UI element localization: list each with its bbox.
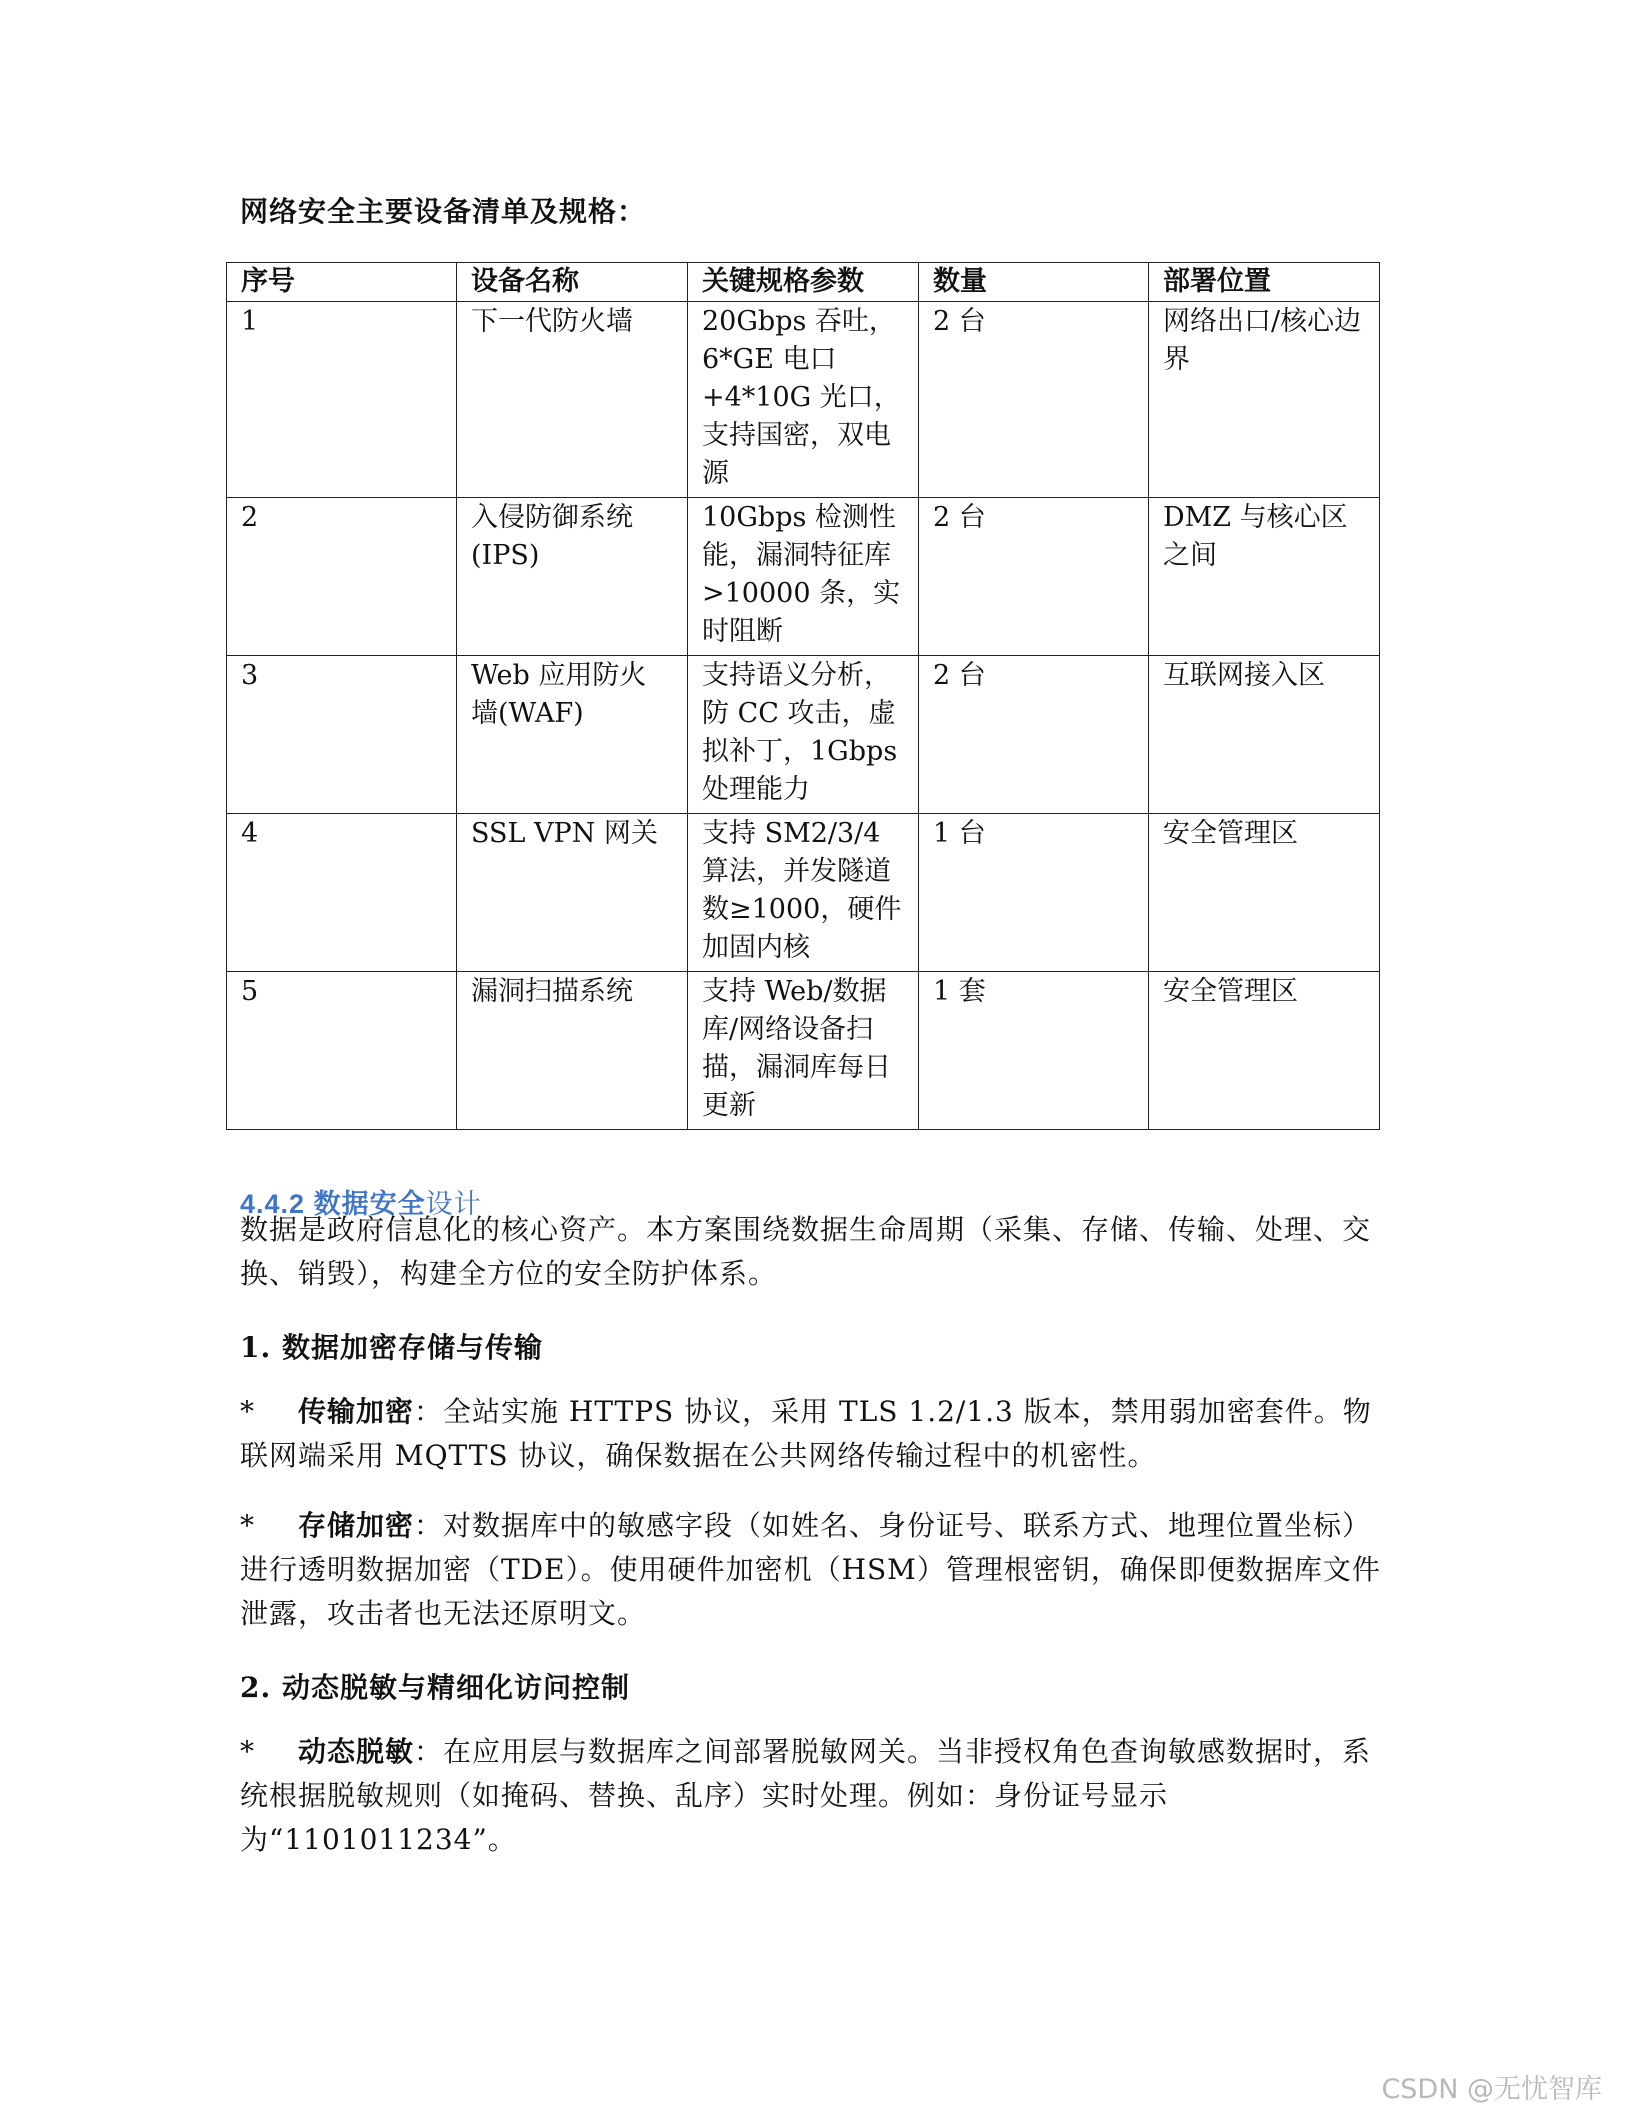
bullet-transport-encryption	[240, 1390, 1390, 1478]
cell-name: 下一代防火墙	[457, 302, 688, 498]
cell-location: 网络出口/核心边界	[1149, 302, 1380, 498]
subheading-encryption: 1. 数据加密存储与传输	[240, 1331, 543, 1364]
cell-name: SSL VPN 网关	[457, 814, 688, 972]
cell-qty: 1 台	[919, 814, 1149, 972]
subheading-masking: 2. 动态脱敏与精细化访问控制	[240, 1671, 630, 1704]
cell-no: 2	[227, 498, 457, 656]
bullet-label: 传输加密	[298, 1395, 415, 1428]
bullet-dynamic-masking	[240, 1730, 1390, 1862]
cell-qty: 2 台	[919, 656, 1149, 814]
bullet-label: 存储加密	[298, 1509, 415, 1542]
cell-no: 5	[227, 972, 457, 1130]
header-no: 序号	[227, 263, 457, 302]
table-row	[227, 498, 1380, 656]
table-header-row	[227, 263, 1380, 302]
header-qty: 数量	[919, 263, 1149, 302]
bullet-label: 动态脱敏	[298, 1735, 415, 1768]
cell-spec: 支持 SM2/3/4 算法，并发隧道数≥1000，硬件加固内核	[688, 814, 919, 972]
cell-location: 安全管理区	[1149, 972, 1380, 1130]
cell-no: 1	[227, 302, 457, 498]
header-location: 部署位置	[1149, 263, 1380, 302]
section-number: 4.4.2	[240, 1189, 306, 1219]
section-title-rest: 设计	[425, 1189, 482, 1219]
cell-spec: 支持语义分析，防 CC 攻击，虚拟补丁，1Gbps 处理能力	[688, 656, 919, 814]
cell-spec: 10Gbps 检测性能，漏洞特征库>10000 条，实时阻断	[688, 498, 919, 656]
equipment-table	[226, 262, 1380, 1130]
bullet-text: ：在应用层与数据库之间部署脱敏网关。当非授权角色查询敏感数据时，系统根据脱敏规则（如掩码、替换、乱序）实时处理。例如：身份证号显示为“1101011234”。	[240, 1735, 1372, 1856]
csdn-watermark: CSDN @无忧智库	[1381, 2074, 1602, 2105]
cell-name: Web 应用防火墙(WAF)	[457, 656, 688, 814]
table-title: 网络安全主要设备清单及规格：	[240, 195, 647, 228]
table-row	[227, 972, 1380, 1130]
cell-spec: 支持 Web/数据库/网络设备扫描，漏洞库每日更新	[688, 972, 919, 1130]
bullet-storage-encryption	[240, 1504, 1390, 1636]
bullet-marker: *	[240, 1509, 255, 1542]
bullet-marker: *	[240, 1735, 255, 1768]
cell-qty: 2 台	[919, 498, 1149, 656]
bullet-text: ：对数据库中的敏感字段（如姓名、身份证号、联系方式、地理位置坐标）进行透明数据加密（TDE）。使用硬件加密机（HSM）管理根密钥，确保即便数据库文件泄露，攻击者也无法还原明文。	[240, 1509, 1381, 1630]
section-intro: 数据是政府信息化的核心资产。本方案围绕数据生命周期（采集、存储、传输、处理、交换、销毁），构建全方位的安全防护体系。	[240, 1213, 1372, 1290]
section-title-bold: 数据安全	[313, 1189, 426, 1219]
cell-location: 安全管理区	[1149, 814, 1380, 972]
cell-name: 漏洞扫描系统	[457, 972, 688, 1130]
cell-name: 入侵防御系统(IPS)	[457, 498, 688, 656]
table-row	[227, 302, 1380, 498]
cell-no: 4	[227, 814, 457, 972]
table-row	[227, 814, 1380, 972]
header-name: 设备名称	[457, 263, 688, 302]
bullet-text: ：全站实施 HTTPS 协议，采用 TLS 1.2/1.3 版本，禁用弱加密套件。物联网端采用 MQTTS 协议，确保数据在公共网络传输过程中的机密性。	[240, 1395, 1372, 1472]
cell-no: 3	[227, 656, 457, 814]
cell-location: DMZ 与核心区之间	[1149, 498, 1380, 656]
cell-qty: 2 台	[919, 302, 1149, 498]
table-row	[227, 656, 1380, 814]
header-spec: 关键规格参数	[688, 263, 919, 302]
cell-qty: 1 套	[919, 972, 1149, 1130]
bullet-marker: *	[240, 1395, 255, 1428]
cell-location: 互联网接入区	[1149, 656, 1380, 814]
cell-spec: 20Gbps 吞吐，6*GE 电口+4*10G 光口，支持国密，双电源	[688, 302, 919, 498]
